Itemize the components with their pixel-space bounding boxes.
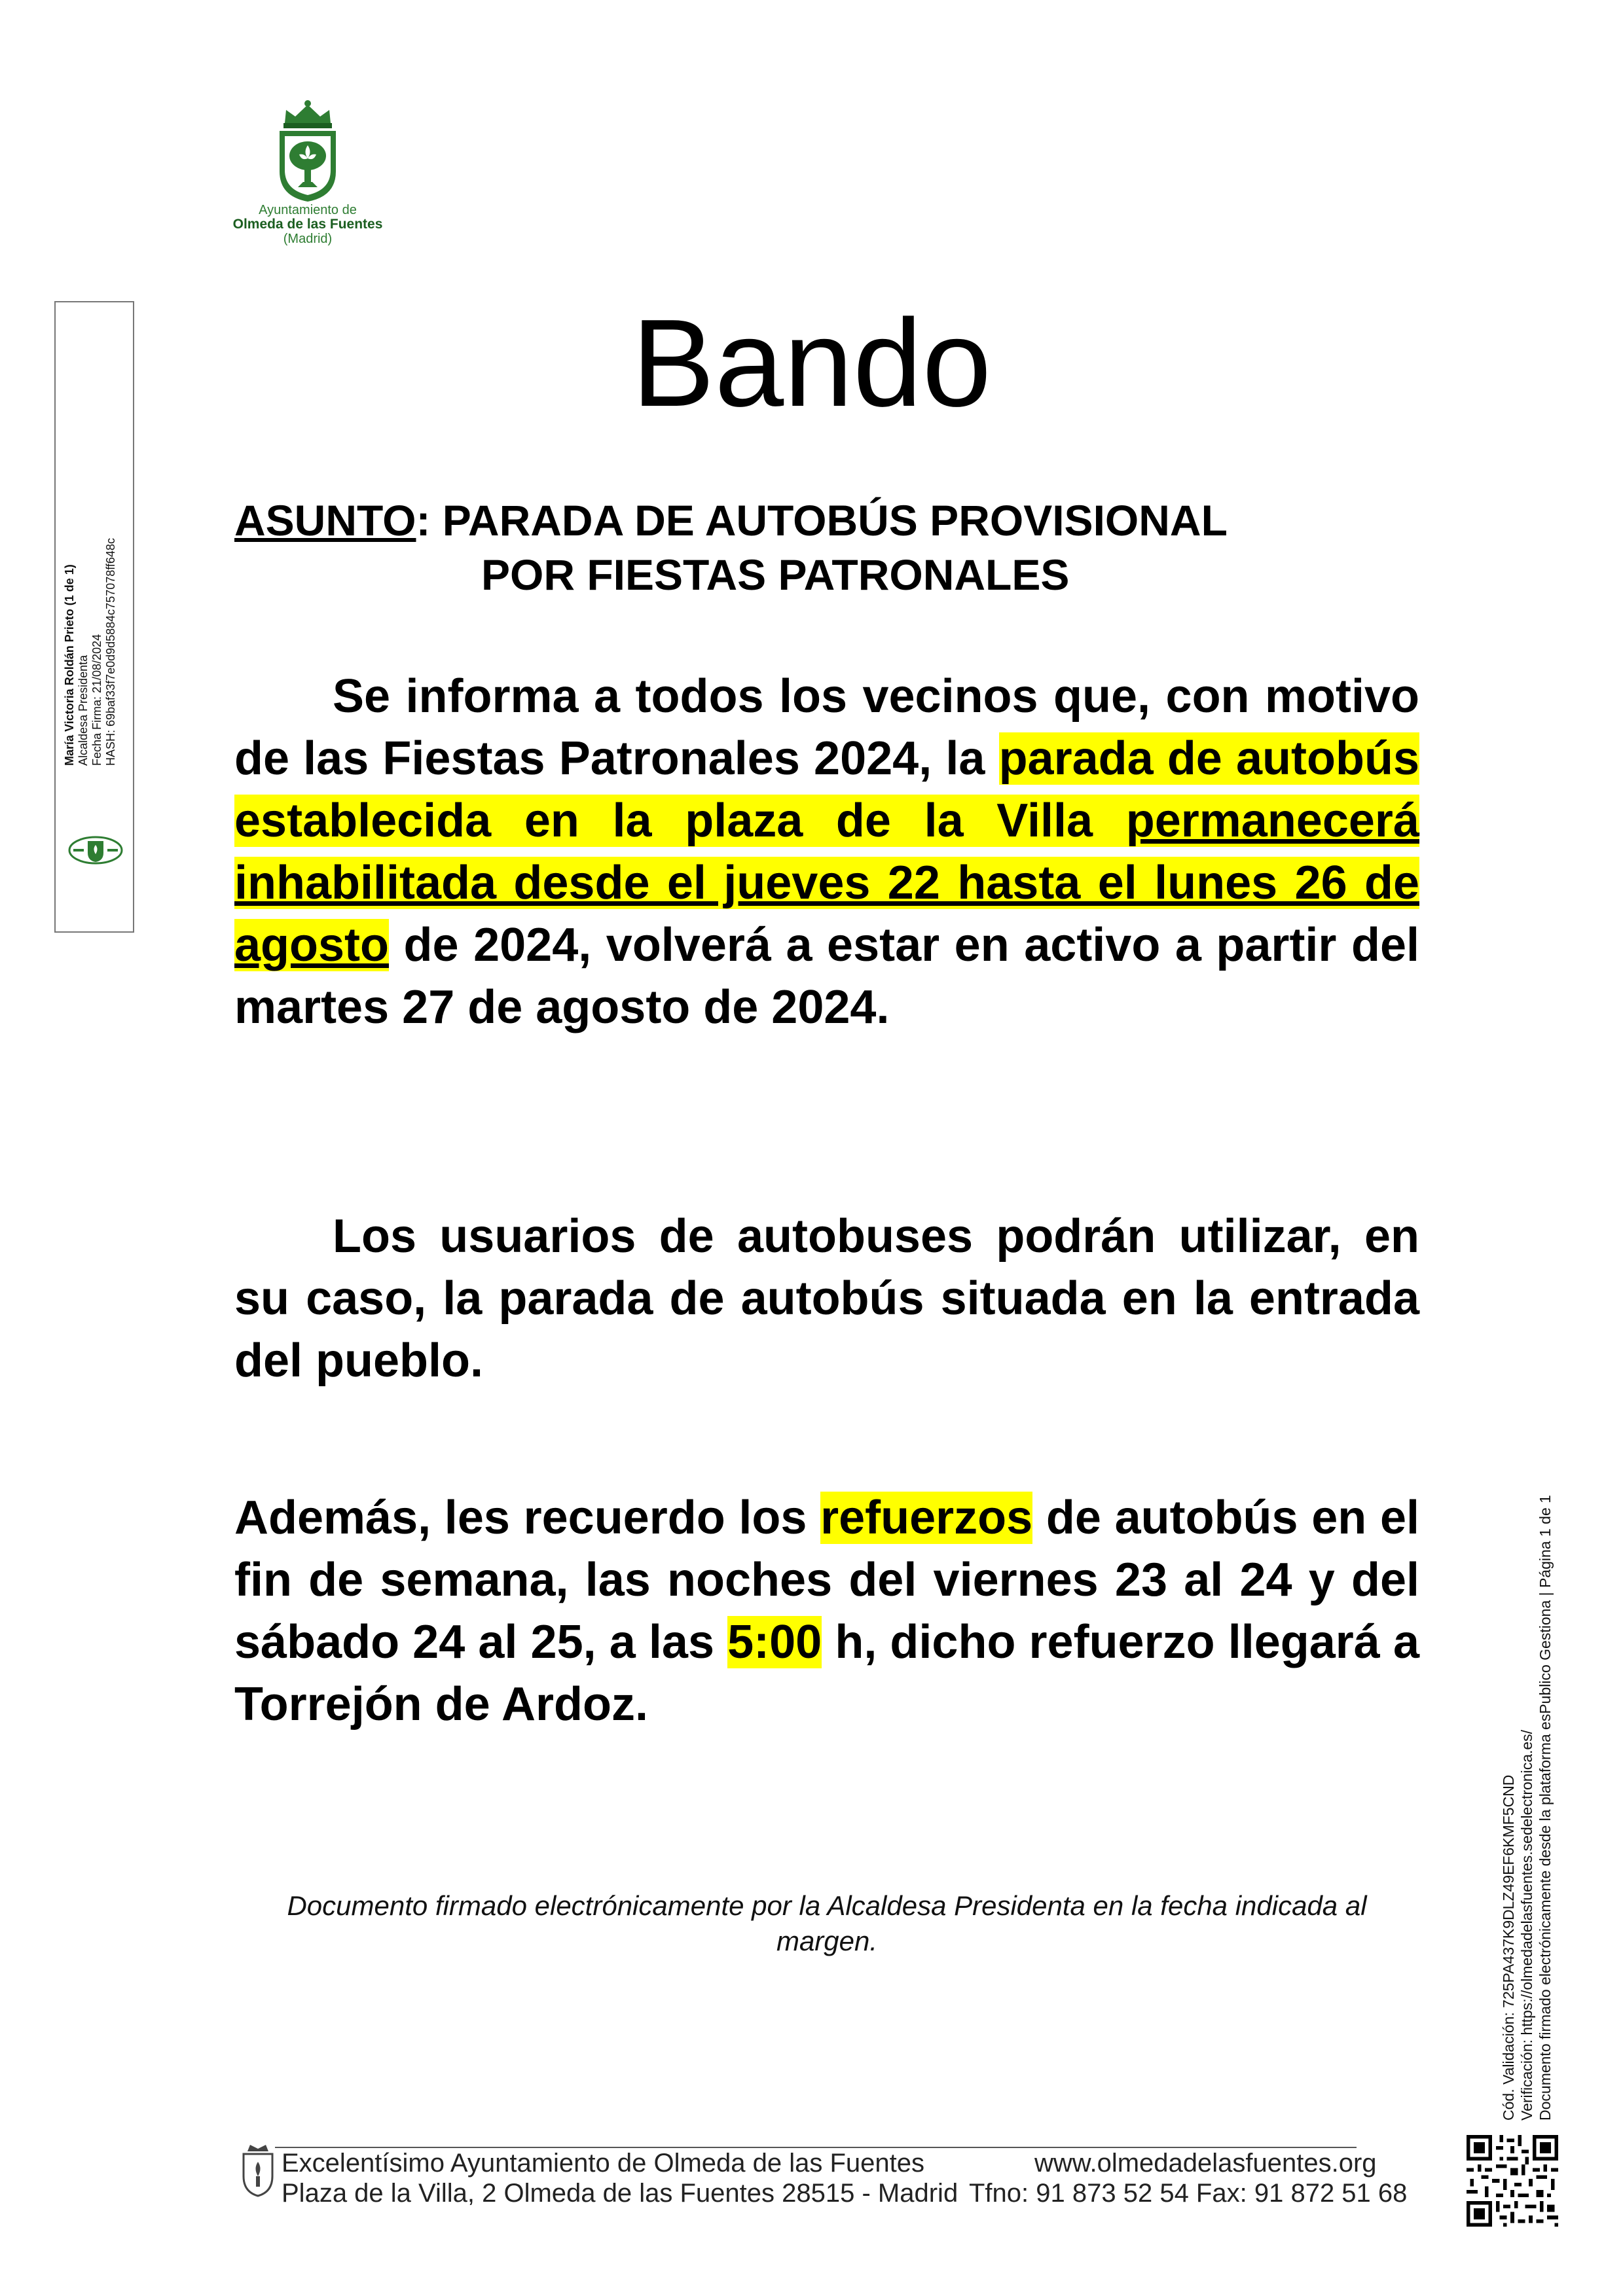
footer-website[interactable]: www.olmedadelasfuentes.org bbox=[1034, 2149, 1377, 2178]
paragraph-reinforcements bbox=[234, 1487, 1419, 1736]
p1-text-intro: Se informa a todos los vecinos que, con motivo de las Fiestas Patronales 2024, la bbox=[234, 670, 1419, 785]
p1-highlight-dates: permanecerá inhabilitada desde el jueves 22 hasta el lunes 26 de agosto bbox=[234, 795, 1419, 971]
p3-text-middle: de autobús en el fin de semana, las noches del viernes 23 al 24 y del sábado 24 al 25, a las bbox=[234, 1492, 1420, 1668]
validation-code: Cód. Validación: 725PA437K9DLZ49EF6KMF5CND bbox=[1500, 1774, 1517, 2121]
subject-label: ASUNTO bbox=[234, 496, 416, 545]
stamp-role: Alcaldesa Presidenta bbox=[77, 655, 90, 766]
footer-shield-icon bbox=[241, 2142, 275, 2197]
coat-of-arms-icon bbox=[272, 98, 344, 203]
stamp-hash: HASH: 69baf33f7e0d9d5884c757078ff648c bbox=[104, 538, 117, 766]
stamp-date: Fecha Firma: 21/08/2024 bbox=[90, 634, 103, 766]
signature-stamp-text bbox=[63, 491, 128, 766]
logo-text-line2: Olmeda de las Fuentes bbox=[232, 217, 383, 232]
footer-phone: Tfno: 91 873 52 54 Fax: 91 872 51 68 bbox=[969, 2179, 1408, 2208]
p3-text-intro: Además, les recuerdo los bbox=[234, 1492, 821, 1544]
validation-text bbox=[1499, 1433, 1571, 2121]
stamp-signer: María Victoria Roldán Prieto (1 de 1) bbox=[63, 564, 76, 766]
p3-highlight-refuerzos: refuerzos bbox=[820, 1492, 1033, 1544]
page-title: Bando bbox=[631, 294, 992, 433]
footer-org: Excelentísimo Ayuntamiento de Olmeda de las Fuentes bbox=[282, 2149, 925, 2178]
municipal-logo bbox=[223, 98, 393, 249]
stamp-shield-icon bbox=[68, 836, 123, 865]
p1-highlight-stop: parada de autobús establecida en la plaza de la Villa bbox=[234, 732, 1419, 847]
p3-text-end: h, dicho refuerzo llegará a Torrejón de Ardoz. bbox=[234, 1616, 1419, 1731]
paragraph-alternative-stop: Los usuarios de autobuses podrán utilizar, en su caso, la parada de autobús situada en la entrada del pueblo. bbox=[234, 1210, 1419, 1387]
subject-text-line2: POR FIESTAS PATRONALES bbox=[481, 550, 1070, 599]
qr-code-icon bbox=[1467, 2135, 1558, 2227]
footer-address: Plaza de la Villa, 2 Olmeda de las Fuentes 28515 - Madrid bbox=[282, 2179, 958, 2208]
logo-text-line1: Ayuntamiento de bbox=[259, 203, 357, 217]
validation-platform: Documento firmado electrónicamente desde la plataforma esPublico Gestiona | Página 1 de 1 bbox=[1537, 1495, 1554, 2121]
validation-url[interactable]: Verificación: https://olmedadelasfuentes.sedelectronica.es/ bbox=[1518, 1729, 1535, 2121]
subject-line1 bbox=[234, 494, 1426, 547]
electronic-signature-note: Documento firmado electrónicamente por la Alcaldesa Presidenta en la fecha indicada al margen. bbox=[287, 1890, 1367, 1956]
paragraph-closure-notice bbox=[234, 666, 1419, 1039]
p3-highlight-time: 5:00 bbox=[727, 1616, 822, 1668]
subject-text-line1: : PARADA DE AUTOBÚS PROVISIONAL bbox=[416, 496, 1228, 545]
p1-text-end: de 2024, volverá a estar en activo a partir del martes 27 de agosto de 2024. bbox=[234, 919, 1419, 1033]
logo-text-line3: (Madrid) bbox=[283, 232, 333, 246]
